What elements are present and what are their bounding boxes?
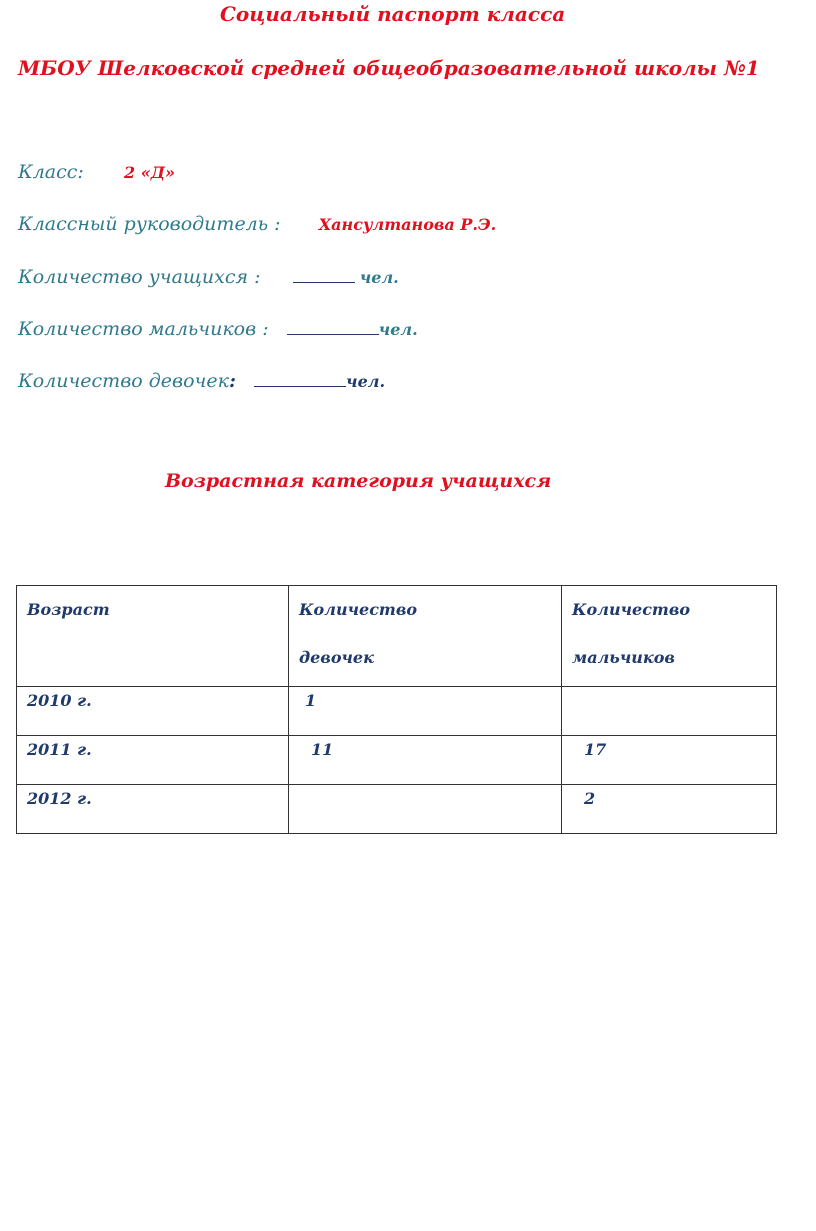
table-row [17, 687, 777, 736]
header-girls-line-2: девочек [299, 648, 374, 667]
class-label: Класс: [18, 161, 84, 183]
girls-colon: : [228, 370, 236, 392]
girls-unit: чел. [346, 372, 386, 391]
boys-unit: чел. [378, 320, 418, 339]
teacher-label: Классный руководитель : [18, 213, 281, 235]
cell-year: 2010 г. [17, 687, 289, 736]
cell-girls [289, 785, 562, 834]
header-age-line-1: Возраст [27, 600, 110, 619]
cell-girls: 1 [289, 687, 562, 736]
header-girls [289, 586, 562, 687]
boys-label: Количество мальчиков : [18, 318, 269, 340]
boys-row [18, 318, 418, 340]
header-girls-line-1: Количество [299, 600, 418, 619]
header-boys [562, 586, 777, 687]
teacher-value: Хансултанова Р.Э. [318, 215, 497, 234]
school-name: МБОУ Шелковской средней общеобразовательной школы №1 [18, 56, 760, 80]
table-row [17, 736, 777, 785]
class-row [18, 161, 175, 183]
girls-label: Количество девочек [18, 370, 229, 392]
class-value: 2 «Д» [124, 163, 175, 182]
students-row [18, 266, 399, 288]
cell-boys: 2 [562, 785, 777, 834]
cell-girls: 11 [289, 736, 562, 785]
header-boys-line-1: Количество [572, 600, 691, 619]
header-boys-line-2: мальчиков [572, 648, 675, 667]
teacher-row [18, 213, 496, 235]
table-row [17, 785, 777, 834]
students-blank [293, 266, 355, 283]
cell-year: 2012 г. [17, 785, 289, 834]
students-label: Количество учащихся : [18, 266, 261, 288]
cell-boys [562, 687, 777, 736]
students-unit: чел. [359, 268, 399, 287]
boys-blank [287, 318, 379, 335]
page-title: Социальный паспорт класса [220, 2, 566, 26]
age-table [16, 585, 777, 834]
table-header-row [17, 586, 777, 687]
header-age [17, 586, 289, 687]
age-section-heading: Возрастная категория учащихся [165, 470, 552, 492]
girls-blank [254, 370, 346, 387]
girls-row [18, 370, 385, 392]
cell-boys: 17 [562, 736, 777, 785]
cell-year: 2011 г. [17, 736, 289, 785]
